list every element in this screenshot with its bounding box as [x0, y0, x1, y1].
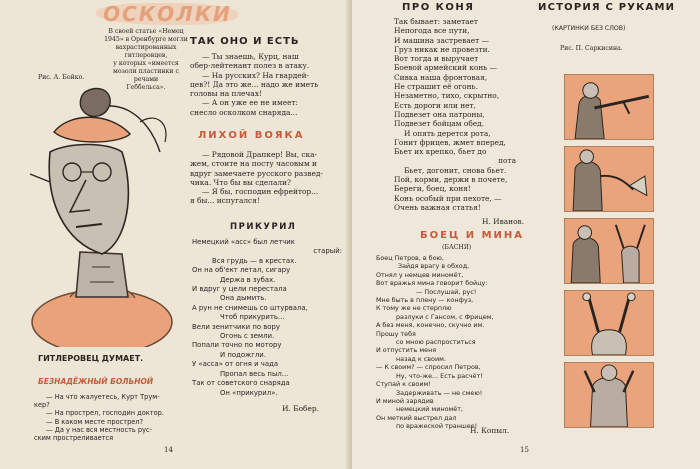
article-1-text: — Ты знаешь, Курц, наш обер-лейтенант полез в атаку. — На русских? На гвардей- цев?! Да это же... надо же иметь головы на плечах! — А он уже ее не имеет: снесло осколком снаряда... — [190, 52, 319, 117]
intro-block: В своей статье «Немец 1945» в Оренбурге могли вахрастированных гитлеровцев, у которых «имеется мозоли пластинки с речами Геббельса». — [104, 28, 188, 91]
fable-subtitle: (БАСНЯ) — [442, 244, 472, 251]
poem-text: Немецкий «асс» был летчик старый: Вся грудь — в крестах. Он на об'ект летал, сигару Держа в зубах. И вдруг у цели перестала Она дымить. А рун не снимешь со штурвала, Чтоб прикурить... Вели зенитчики по вору Огонь с земли. Попали точно по мотору И подожгли. У «асса» от огня и чада Пропал весь пыл... Так от советского снаряда Он «прикурил». — [192, 238, 342, 397]
comic-artist: Рис. П. Саркисина. — [560, 45, 623, 52]
comic-panel-1 — [564, 74, 654, 140]
comic-panel-2 — [564, 146, 654, 212]
article-2-title: ЛИХОЙ ВОЯКА — [198, 130, 305, 141]
fable-text: Боец Петров, в бою, Зайдя врагу в обход, Отнял у немцев миномёт, Вот вражья мина говорит бойцу: — Послушай, рус! Мне быть в плену — конфуз, К тому же не стерплю разлуки с Гансом, с Фрицем, А без меня, конечно, скучно им. Прошу тебя со мною распроститься И отпустить меня назад к своим. — К своим? — спросил Петров, Ну, что-же... Есть расчёт! Ступай к своим! Задерживать — не смею! И миной зарядив немецкий миномёт, Он меткий выстрел дал по вражеской траншее! — [376, 254, 494, 431]
horse-poem-text: Так бывает: заметает Непогода все пути, И машина застревает — Груз никак не провезти. Вот тогда и выручает Боевой армейский конь — Сивка наша фронтовая, Не страшит её огонь. Незаметно, тихо, скрытно, Есть дороги или нет, Подвезет она патроны, Подвезет бойцам обед. И опять дерется рота, Гонит фрицев, жмет вперед, Бьет их крепко, бьет до пота Бьет, догонит, снова бьет. Пой, корми, держи в почете, Береги, боец, коня! Конь особый при пехоте, — Очень важная статья! — [394, 17, 516, 212]
comic-panel-5 — [564, 362, 654, 428]
article-2-text: — Рядовой Драпкер! Вы, ска- жем, стоите на посту часовым и вдруг замечаете русского развед- чика. Что бы вы сделали? — Я бы, господин ефрейтор... я бы... испугался! — [190, 150, 323, 206]
comic-title: ИСТОРИЯ С РУКАМИ — [538, 2, 676, 13]
poem-author: И. Бобер. — [282, 404, 319, 413]
soldier-surrender-drawing — [565, 219, 653, 283]
page-number-right: 15 — [520, 446, 529, 454]
magazine-logo: ОСКОЛКИ — [103, 2, 232, 26]
raised-hands-drawing — [565, 291, 653, 355]
comic-subtitle: (КАРТИНКИ БЕЗ СЛОВ) — [552, 25, 626, 32]
soldier-rifle-drawing — [565, 75, 653, 139]
page-number-left: 14 — [164, 446, 173, 454]
fable-title: БОЕЦ И МИНА — [420, 230, 524, 241]
poem-title: ПРИКУРИЛ — [230, 222, 297, 232]
prisoner-back-drawing — [565, 363, 653, 427]
article-1-title: ТАК ОНО И ЕСТЬ — [190, 36, 300, 47]
comic-panel-3 — [564, 218, 654, 284]
caricature-illustration — [10, 82, 200, 347]
illustration-caption: ГИТЛЕРОВЕЦ ДУМАЕТ. — [38, 354, 144, 363]
artist-credit: Рис. А. Бойко. — [38, 74, 85, 81]
soldier-hands-drawing — [565, 147, 653, 211]
article-4-text: — На что жалуетесь, Курт Трум- кер? — На прострел, господин доктор. — В каком месте прострел? — Да у нас вся местность рус- ским простреливается — [34, 393, 164, 443]
fable-author: Н. Копыл. — [470, 426, 510, 435]
horse-poem-title: ПРО КОНЯ — [402, 2, 475, 13]
comic-panel-4 — [564, 290, 654, 356]
horse-poem-author: Н. Иванов. — [482, 217, 525, 226]
article-4-title: БЕЗНАДЁЖНЫЙ БОЛЬНОЙ — [38, 377, 154, 386]
